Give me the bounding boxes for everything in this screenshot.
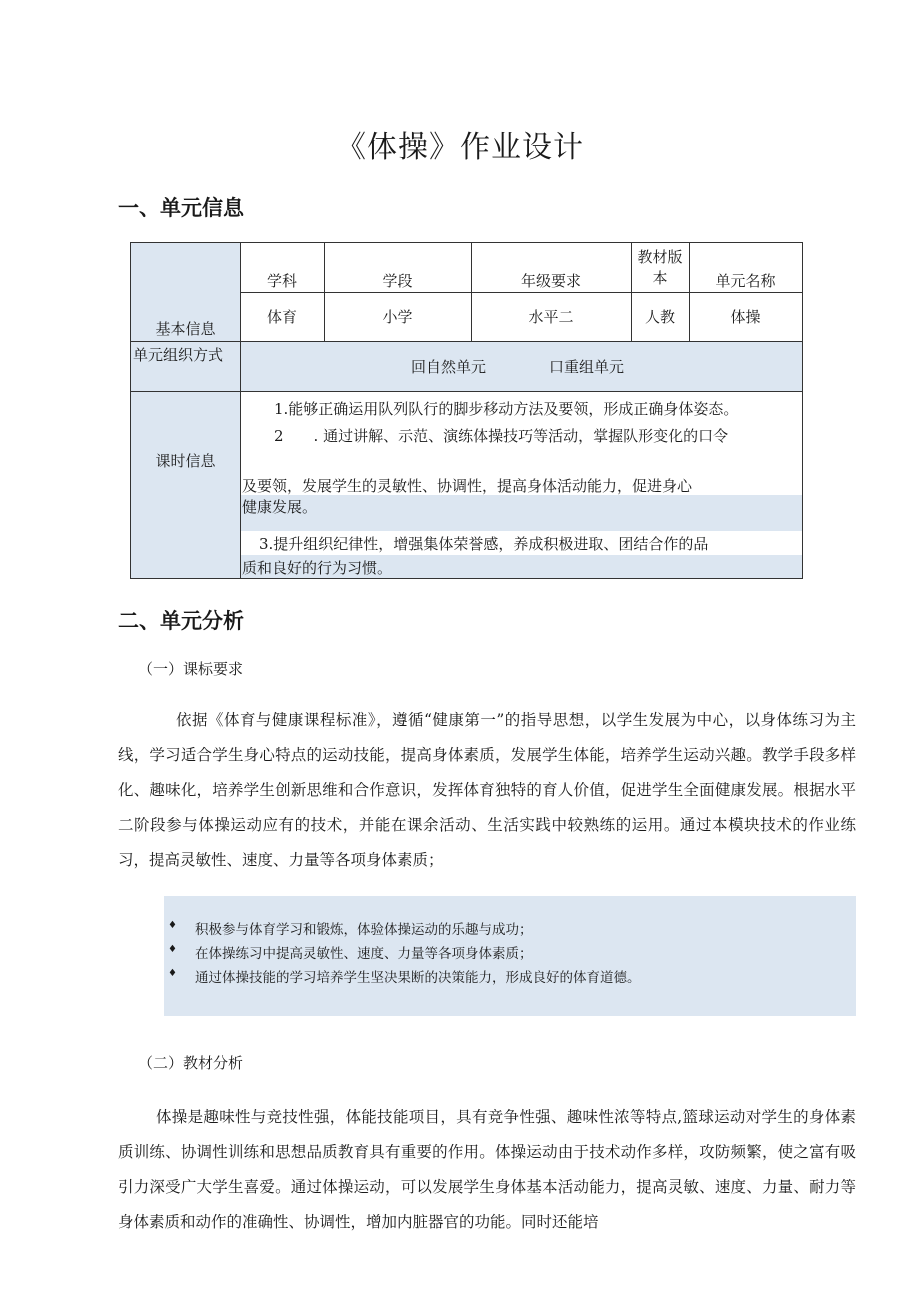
value-stage: 小学 [382,307,413,326]
value-subject: 体育 [266,307,297,326]
header-stage: 学段 [382,271,413,290]
header-textbook-line1: 教材版 [637,247,683,266]
section-heading-unit-analysis: 二、单元分析 [118,609,244,633]
subheading-textbook-analysis: （二）教材分析 [138,1054,244,1072]
header-subject: 学科 [266,271,297,290]
lesson-line-6: 质和良好的行为习惯。 [242,559,393,577]
subheading-curriculum-standard: （一）课标要求 [138,660,244,678]
lesson-line-3: 及要领，发展学生的灵敏性、协调性，提高身体活动能力，促进身心 [242,477,693,495]
lesson-line-4: 健康发展。 [242,498,318,516]
section-heading-unit-info: 一、单元信息 [118,196,244,220]
header-textbook [631,243,689,292]
paragraph-textbook-analysis: 体操是趣味性与竞技性强，体能技能项目，具有竞争性强、趣味性浓等特点,篮球运动对学生的身体素质训练、协调性训练和思想品质教育具有重要的作用。体操运动由于技术动作多样，攻防频繁，使之富有吸引力深受广大学生喜爱。通过体操运动，可以发展学生身体基本活动能力，提高灵敏、速度、力量、耐力等身体素质和动作的准确性、协调性，增加内脏器官的功能。同时还能培 [118,1108,856,1231]
value-textbook: 人教 [644,307,675,326]
goals-bullet-box: ♦ 积极参与体育学习和锻炼，体验体操运动的乐趣与成功； ♦ 在体操练习中提高灵敏性、速度、力量等各项身体素质； ♦ 通过体操技能的学习培养学生坚决果断的决策能力，形成良好的体育道德。 [164,896,856,1016]
page-title: 《体操》作业设计 [336,130,584,165]
basic-info-label: 基本信息 [155,319,216,338]
unit-info-table [130,242,803,579]
lesson-line-5: 3.提升组织纪律性，增强集体荣誉感，养成积极进取、团结合作的品 [259,535,709,553]
lesson-line-1: 1.能够正确运用队列队行的脚步移动方法及要领，形成正确身体姿态。 [274,400,739,418]
header-textbook-line2: 本 [652,268,668,287]
paragraph-curriculum-standard: 依据《体育与健康课程标准》，遵循“健康第一”的指导思想，以学生发展为中心，以身体练习为主线，学习适合学生身心特点的运动技能，提高身体素质，发展学生体能，培养学生运动兴趣。教学手段多样化、趣味化，培养学生创新思维和合作意识，发挥体育独特的育人价值，促进学生全面健康发展。根据水平二阶段参与体操运动应有的技术，并能在课余活动、生活实践中较熟练的运用。通过本模块技术的作业练习，提高灵敏性、速度、力量等各项身体素质； [118,711,856,869]
header-unit-name: 单元名称 [715,271,776,290]
org-option-regroup: 口重组单元 [549,358,625,376]
label-column-shade [131,243,240,578]
org-method-label: 单元组织方式 [133,345,224,364]
diamond-bullet-icon: ♦ [168,968,177,979]
header-grade: 年级要求 [520,271,581,290]
value-unit-name: 体操 [730,307,761,326]
value-grade: 水平二 [528,307,574,326]
lesson-info-label: 课时信息 [155,451,216,470]
diamond-bullet-icon: ♦ [168,920,177,931]
diamond-bullet-icon: ♦ [168,944,177,955]
org-option-natural: 回自然单元 [411,358,487,376]
lesson-line-shade-1 [240,495,802,531]
lesson-line-2: 2 . 通过讲解、示范、演练体操技巧等活动，掌握队形变化的口令 [274,427,729,445]
org-row-shade [240,341,802,391]
